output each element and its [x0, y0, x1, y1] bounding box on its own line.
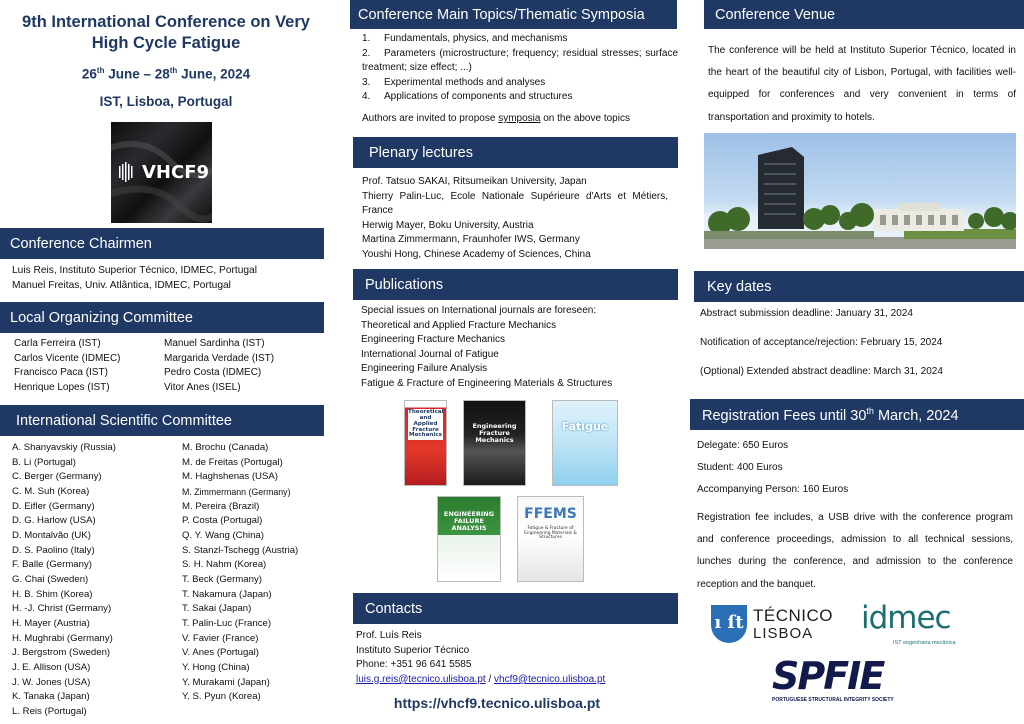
journal-item: Fatigue & Fracture of Engineering Materials & Structures	[361, 377, 613, 389]
journal-item: International Journal of Fatigue	[361, 348, 499, 360]
isc-member: M. Haghshenas (USA)	[182, 471, 278, 483]
loc-left-list	[14, 337, 121, 395]
contact-emails: luis.g.reis@tecnico.ulisboa.pt / vhcf9@tecnico.ulisboa.pt	[356, 673, 606, 685]
contacts-block	[356, 629, 676, 687]
isc-member: M. Zimmermann (Germany)	[182, 486, 291, 497]
loc-member: Carla Ferreira (IST)	[14, 338, 101, 349]
isc-member: Y. Hong (China)	[182, 661, 250, 673]
isc-member: H. Mughrabi (Germany)	[12, 632, 113, 644]
plenary-speaker: Martina Zimmermann, Fraunhofer IWS, Germany	[362, 234, 580, 246]
loc-member: Carlos Vicente (IDMEC)	[14, 352, 121, 364]
journal-item: Engineering Failure Analysis	[361, 363, 488, 375]
fees-note: Registration fee includes, a USB drive with the conference program and conference proceedings, admission to all technical sessions, lunches during the conference, and admission to the conference reception and the banquet.	[697, 512, 1013, 590]
loc-member: Henrique Lopes (IST)	[14, 381, 110, 393]
contacts-heading: Contacts	[353, 593, 678, 624]
isc-member: V. Favier (France)	[182, 632, 259, 644]
publications-intro: Special issues on International journals are foreseen:	[361, 305, 597, 316]
loc-heading: Local Organizing Committee	[0, 302, 324, 333]
isc-member: V. Anes (Portugal)	[182, 647, 259, 659]
isc-member: T. Sakai (Japan)	[182, 603, 252, 615]
isc-member: G. Chai (Sweden)	[12, 573, 89, 585]
isc-member: J. Bergstrom (Sweden)	[12, 647, 111, 659]
isc-member: C. M. Suh (Korea)	[12, 485, 90, 497]
topic-item: 4. Applications of components and structures	[362, 91, 573, 103]
isc-heading: International Scientific Committee	[0, 405, 324, 436]
journal-item: Engineering Fracture Mechanics	[361, 334, 505, 346]
loc-member: Margarida Verdade (IST)	[164, 352, 275, 364]
isc-member: B. Li (Portugal)	[12, 456, 76, 468]
publications-heading: Publications	[353, 269, 678, 300]
isc-member: T. Beck (Germany)	[182, 573, 262, 585]
isc-member: L. Reis (Portugal)	[12, 705, 87, 717]
keydates-list	[700, 307, 1020, 380]
chairmen-list	[12, 264, 322, 293]
plenary-speaker: Thierry Palin-Luc, Ecole Nationale Supérieure d'Arts et Métiers, France	[362, 190, 668, 217]
vhcf9-logo: VHCF9	[111, 122, 212, 223]
venue-heading: Conference Venue	[704, 0, 1024, 29]
plenary-speaker: Youshi Hong, Chinese Academy of Sciences, China	[362, 248, 591, 260]
topics-list	[362, 32, 678, 105]
isc-member: P. Costa (Portugal)	[182, 515, 263, 527]
symposia-note: Authors are invited to propose symposia on the above topics	[362, 113, 630, 124]
contact-org: Instituto Superior Técnico	[356, 644, 470, 656]
isc-member: H. Mayer (Austria)	[12, 617, 90, 629]
venue-building-icon	[704, 133, 1016, 249]
contact-name: Prof. Luís Reis	[356, 630, 422, 641]
venue-text: The conference will be held at Instituto Superior Técnico, located in the heart of the beautiful city of Lisbon, Portugal, with facilities well-equipped for conferences and very convenient in terms of transportation and proximity to hotels.	[708, 45, 1016, 123]
keydate-item: Abstract submission deadline: January 31, 2024	[700, 308, 913, 319]
topics-heading: Conference Main Topics/Thematic Symposia	[350, 0, 677, 29]
cover-tafm: Theoretical and Applied Fracture Mechanics	[404, 400, 447, 486]
isc-member: Q. Y. Wang (China)	[182, 529, 264, 541]
topic-item: 2. Parameters (microstructure; frequency; residual stresses; surface treatment; size effect; ...)	[362, 47, 678, 74]
loc-member: Manuel Sardinha (IST)	[164, 338, 265, 349]
venue-photo	[704, 133, 1016, 249]
conference-title: 9th International Conference on Very High Cycle Fatigue	[22, 13, 310, 52]
spfie-logo: SPFIE PORTUGUESE STRUCTURAL INTEGRITY SOCIETY	[772, 654, 894, 703]
isc-left-list	[12, 441, 116, 719]
chairman-2: Manuel Freitas, Univ. Atlântica, IDMEC, Portugal	[12, 279, 231, 291]
loc-member: Francisco Paca (IST)	[14, 367, 108, 379]
fee-item: Delegate: 650 Euros	[697, 440, 789, 451]
isc-member: K. Tanaka (Japan)	[12, 691, 90, 703]
isc-member: H. B. Shim (Korea)	[12, 588, 93, 600]
isc-right-list	[182, 441, 298, 705]
isc-member: C. Berger (Germany)	[12, 471, 102, 483]
isc-member: M. Brochu (Canada)	[182, 442, 269, 453]
plenary-speaker: Herwig Mayer, Boku University, Austria	[362, 219, 534, 231]
keydate-item: (Optional) Extended abstract deadline: March 31, 2024	[700, 366, 943, 377]
website-link[interactable]: https://vhcf9.tecnico.ulisboa.pt	[393, 695, 601, 711]
keydate-item: Notification of acceptance/rejection: February 15, 2024	[700, 337, 943, 348]
contact-phone: Phone: +351 96 641 5585	[356, 659, 472, 671]
isc-member: D. G. Harlow (USA)	[12, 515, 96, 527]
isc-member: J. W. Jones (USA)	[12, 676, 91, 688]
isc-member: A. Shanyavskiy (Russia)	[12, 442, 116, 453]
email-link-reis[interactable]: luis.g.reis@tecnico.ulisboa.pt	[356, 673, 486, 685]
cover-ijf: Fatigue	[552, 400, 618, 486]
conference-dates: 26th June – 28th June, 2024	[81, 66, 251, 82]
fee-item: Accompanying Person: 160 Euros	[697, 484, 849, 496]
isc-member: S. H. Nahm (Korea)	[182, 559, 267, 571]
publications-list	[361, 304, 677, 392]
isc-member: T. Nakamura (Japan)	[182, 588, 272, 600]
fees-list	[697, 439, 1013, 506]
cover-ffems: FFEMS Fatigue & Fracture of Engineering Materials & Structures	[517, 496, 584, 582]
tecnico-logo: ı ſt TÉCNICO LISBOA	[711, 602, 831, 646]
topic-item: 3. Experimental methods and analyses	[362, 76, 546, 88]
isc-member: M. Pereira (Brazil)	[182, 500, 260, 512]
journal-item: Theoretical and Applied Fracture Mechanics	[361, 319, 557, 331]
chairmen-heading: Conference Chairmen	[0, 228, 324, 259]
isc-member: F. Balle (Germany)	[12, 559, 92, 571]
plenary-heading: Plenary lectures	[353, 137, 678, 168]
chairman-1: Luis Reis, Instituto Superior Técnico, IDMEC, Portugal	[12, 265, 257, 276]
isc-member: Y. Murakami (Japan)	[182, 676, 270, 688]
conference-location: IST, Lisboa, Portugal	[99, 94, 233, 109]
isc-member: J. E. Allison (USA)	[12, 661, 91, 673]
email-link-vhcf9[interactable]: vhcf9@tecnico.ulisboa.pt	[494, 673, 606, 685]
isc-member: Y. S. Pyun (Korea)	[182, 691, 261, 703]
isc-member: S. Stanzl-Tschegg (Austria)	[182, 544, 299, 556]
loc-member: Pedro Costa (IDMEC)	[164, 367, 262, 379]
isc-member: H. -J. Christ (Germany)	[12, 603, 112, 615]
loc-member: Vitor Anes (ISEL)	[164, 381, 241, 393]
idmec-logo: idmec IST engenharia mecânica	[861, 600, 956, 646]
isc-member: M. de Freitas (Portugal)	[182, 456, 283, 468]
isc-member: D. S. Paolino (Italy)	[12, 544, 95, 556]
cover-efa: ENGINEERING FAILURE ANALYSIS	[437, 496, 501, 582]
fee-item: Student: 400 Euros	[697, 462, 783, 474]
ist-shield-icon: ı ſt	[711, 605, 747, 643]
topic-item: 1. Fundamentals, physics, and mechanisms	[362, 33, 568, 44]
isc-member: D. Montalvão (UK)	[12, 529, 91, 541]
isc-member: D. Eifler (Germany)	[12, 500, 95, 512]
plenary-list	[362, 175, 668, 263]
plenary-speaker: Prof. Tatsuo SAKAI, Ritsumeikan University, Japan	[362, 176, 587, 187]
loc-right-list	[164, 337, 274, 395]
keydates-heading: Key dates	[694, 271, 1024, 302]
isc-member: T. Palin-Luc (France)	[182, 617, 272, 629]
symposia-link[interactable]: symposia	[498, 113, 541, 124]
cover-efm: Engineering Fracture Mechanics	[463, 400, 526, 486]
fees-heading: Registration Fees until 30th March, 2024	[690, 399, 1024, 430]
